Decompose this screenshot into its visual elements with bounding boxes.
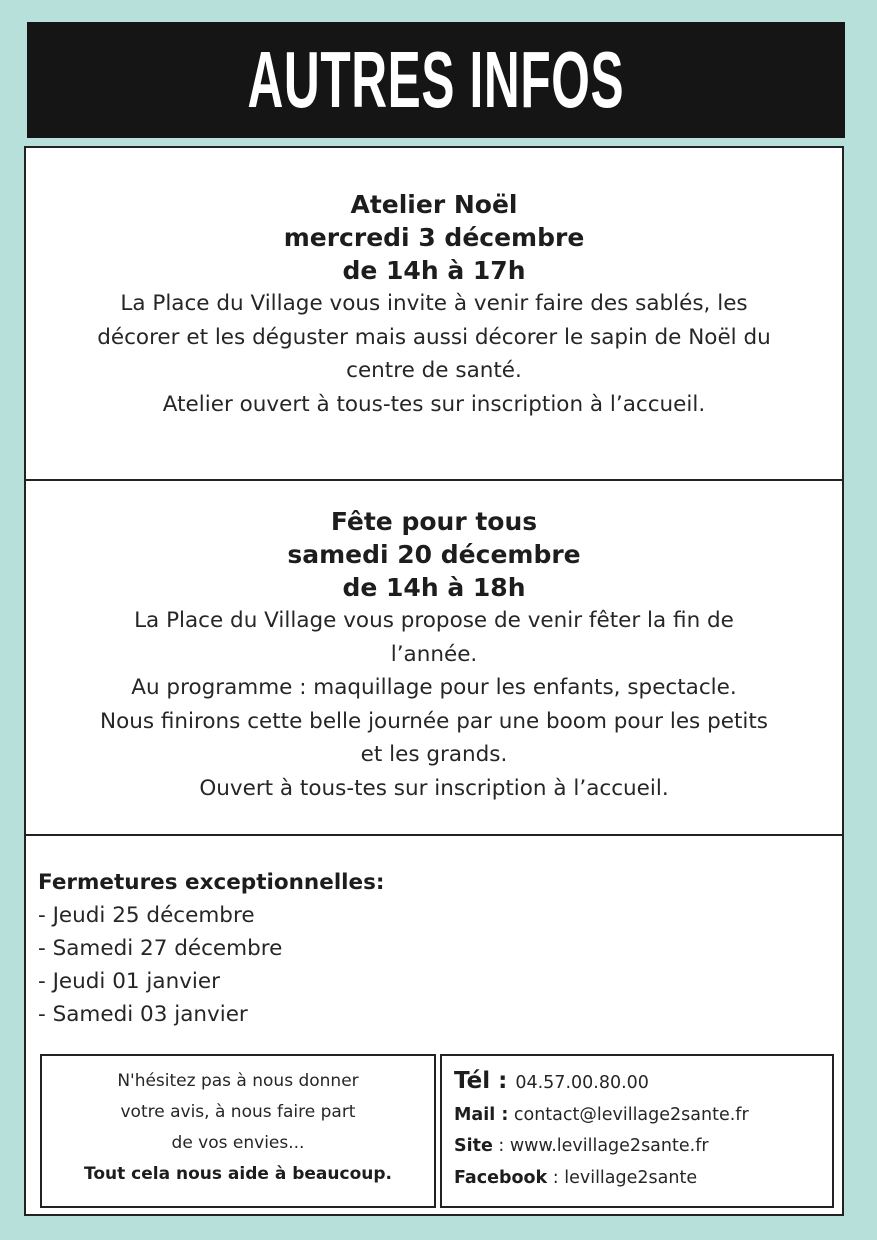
closure-item: - Samedi 27 décembre <box>38 936 283 961</box>
feedback-line: de vos envies... <box>171 1133 305 1153</box>
feedback-line: votre avis, à nous faire part <box>120 1102 356 1122</box>
event-date: mercredi 3 décembre <box>283 223 585 252</box>
event-description-line: Au programme : maquillage pour les enfants, spectacle. <box>131 675 737 700</box>
event-title: Fête pour tous <box>330 507 538 536</box>
site-value: : www.levillage2sante.fr <box>492 1136 709 1156</box>
mail-value: contact@levillage2sante.fr <box>508 1104 749 1125</box>
contact-box <box>440 1054 834 1208</box>
closures-title: Fermetures exceptionnelles: <box>38 870 385 895</box>
event-description-line: Ouvert à tous-tes sur inscription à l’accueil. <box>199 775 669 801</box>
event-title: Atelier Noël <box>350 190 518 219</box>
phone-separator: : <box>490 1068 516 1094</box>
event-description-line: La Place du Village vous invite à venir faire des sablés, les <box>120 291 748 316</box>
closures-section <box>38 866 828 1031</box>
facebook-value: : levillage2sante <box>547 1167 698 1188</box>
feedback-emphasis: Tout cela nous aide à beaucoup. <box>84 1164 392 1184</box>
event-description-line: et les grands. <box>360 742 508 767</box>
site-label: Site <box>454 1136 493 1156</box>
event-time: de 14h à 17h <box>342 256 526 285</box>
contact-mail[interactable] <box>454 1100 832 1132</box>
info-sheet <box>24 146 844 1216</box>
page-title: AUTRES INFOS <box>247 35 625 124</box>
closure-item: - Jeudi 01 janvier <box>38 969 220 994</box>
phone-label: Tél <box>454 1068 491 1094</box>
event-atelier-noel <box>26 148 842 481</box>
closure-item: - Jeudi 25 décembre <box>38 903 255 928</box>
contact-facebook[interactable] <box>454 1163 832 1195</box>
facebook-label: Facebook <box>454 1167 548 1188</box>
contact-phone[interactable] <box>454 1066 832 1100</box>
event-description-line: centre de santé. <box>346 358 522 383</box>
feedback-box <box>40 1054 436 1208</box>
event-description-line: Nous finirons cette belle journée par une boom pour les petits <box>99 708 768 734</box>
phone-value: 04.57.00.80.00 <box>515 1073 649 1093</box>
feedback-line: N'hésitez pas à nous donner <box>117 1071 359 1091</box>
event-description-line: décorer et les déguster mais aussi décorer le sapin de Noël du <box>97 324 771 350</box>
event-fete-pour-tous <box>26 481 842 836</box>
closure-item: - Samedi 03 janvier <box>38 1002 248 1027</box>
event-description-line: La Place du Village vous propose de venir fêter la fin de <box>134 608 734 633</box>
mail-label: Mail : <box>454 1104 509 1125</box>
event-description-line: Atelier ouvert à tous-tes sur inscription à l’accueil. <box>162 391 706 417</box>
event-description-line: l’année. <box>390 641 478 667</box>
event-time: de 14h à 18h <box>342 573 526 602</box>
event-date: samedi 20 décembre <box>287 540 581 569</box>
contact-site[interactable] <box>454 1131 832 1163</box>
header-banner <box>27 22 845 138</box>
